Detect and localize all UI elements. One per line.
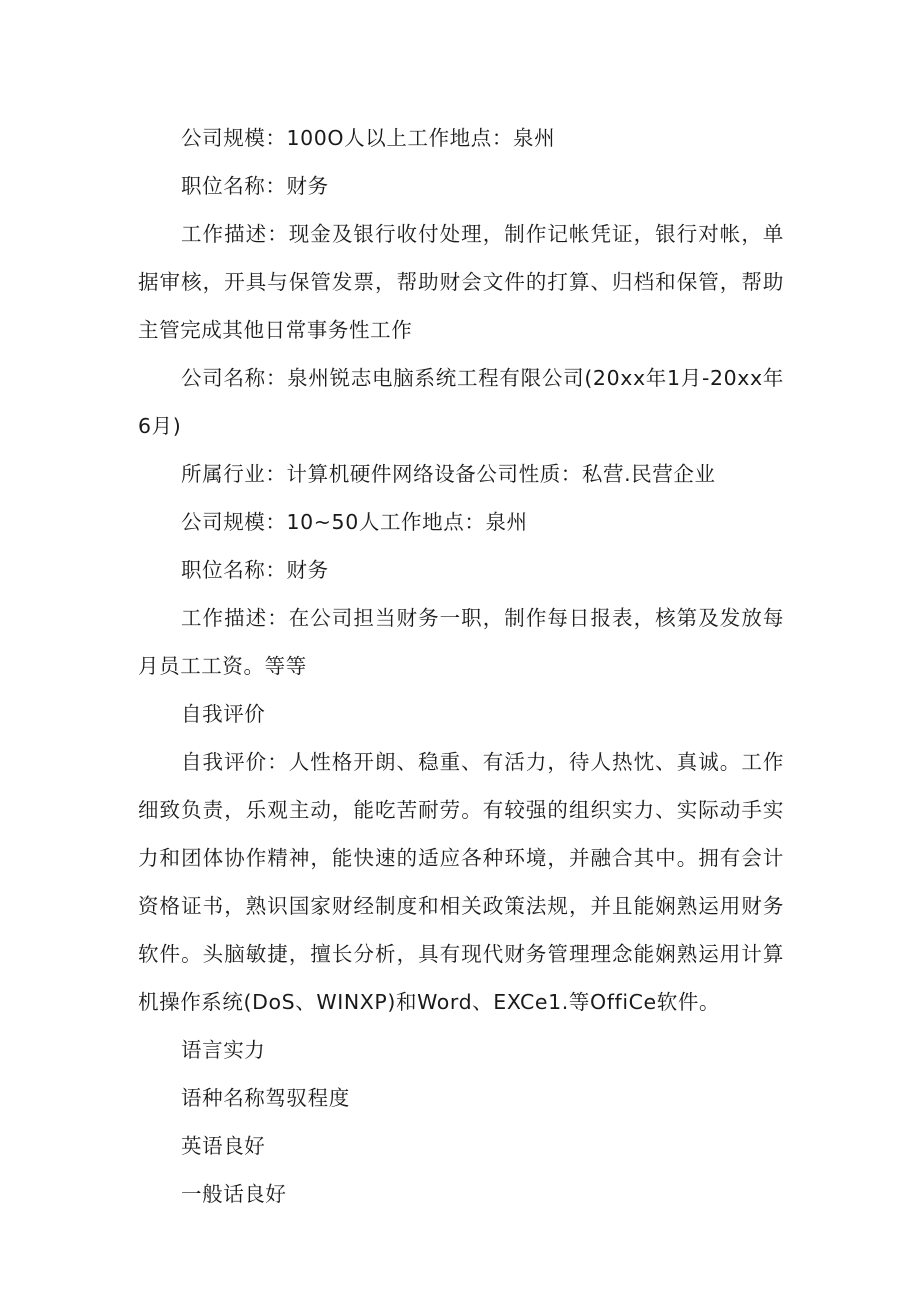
position-title-2: 职位名称：财务 [181, 558, 329, 582]
self-evaluation-text: 自我评价：人性格开朗、稳重、有活力，待人热忱、真诚。工作细致负责，乐观主动，能吃苦耐劳。有较强的组织实力、实际动手实力和团体协作精神，能快速的适应各种环境，并融合其中。拥有会计资格证书，熟识国家财经制度和相关政策法规，并且能娴熟运用财务软件。头脑敏捷，擅长分析，具有现代财务管理理念能娴熟运用计算机操作系统(DoS、WINXP)和Word、EXCe1.等OffiCe软件。 [138, 750, 784, 1014]
language-english: 英语良好 [181, 1134, 266, 1158]
job-description-2: 工作描述：在公司担当财务一职，制作每日报表，核第及发放每月员工工资。等等 [138, 606, 784, 678]
company-size-2: 公司规模：10~50人工作地点：泉州 [181, 510, 528, 534]
language-table-header: 语种名称驾驭程度 [181, 1086, 350, 1110]
position-title-1: 职位名称：财务 [181, 174, 329, 198]
job-description-1: 工作描述：现金及银行收付处理，制作记帐凭证，银行对帐，单据审核，开具与保管发票，帮助财会文件的打算、归档和保管，帮助主管完成其他日常事务性工作 [138, 222, 784, 342]
document-body [138, 114, 784, 1218]
language-mandarin: 一般话良好 [181, 1182, 287, 1206]
industry-2: 所属行业：计算机硬件网络设备公司性质：私营.民营企业 [181, 462, 716, 486]
company-size-1: 公司规模：100O人以上工作地点：泉州 [181, 126, 556, 150]
self-evaluation-heading: 自我评价 [181, 702, 266, 726]
company-name-2: 公司名称：泉州锐志电脑系统工程有限公司(20xx年1月-20xx年6月) [138, 366, 784, 438]
language-ability-heading: 语言实力 [181, 1038, 266, 1062]
